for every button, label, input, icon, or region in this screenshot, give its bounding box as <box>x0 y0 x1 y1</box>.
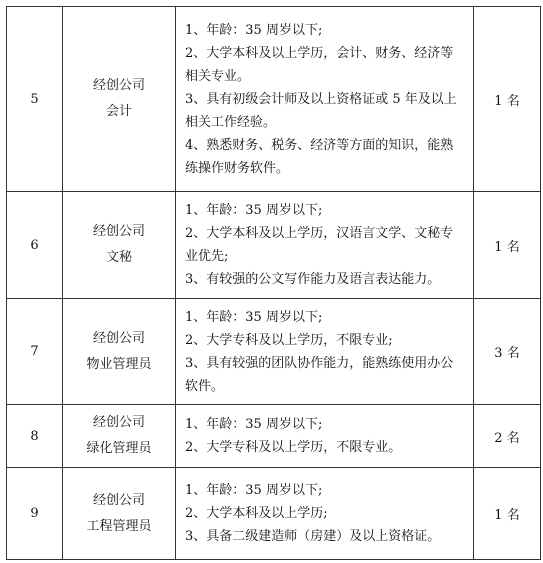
position-name: 绿化管理员 <box>86 441 152 456</box>
company-name: 经创公司 <box>92 415 145 430</box>
table-row <box>7 192 541 299</box>
requirement-line: 相关专业。 <box>185 68 251 84</box>
requirement-line: 相关工作经验。 <box>185 114 277 130</box>
requirement-line: 3、具有较强的团队协作能力，能熟练使用办公 <box>185 355 454 371</box>
requirements-cell <box>176 299 474 405</box>
requirement-line: 1、年龄：35 周岁以下; <box>185 203 323 218</box>
requirement-line: 2、大学专科及以上学历，不限专业; <box>185 332 393 348</box>
requirement-line: 3、具备二级建造师（房建）及以上资格证。 <box>185 529 441 544</box>
requirements-cell <box>176 405 474 468</box>
requirement-line: 2、大学专科及以上学历，不限专业。 <box>185 440 402 455</box>
position-name: 会计 <box>105 104 132 119</box>
requirement-line: 1、年龄：35 周岁以下; <box>185 417 323 432</box>
requirement-line: 1、年龄：35 周岁以下; <box>185 22 323 38</box>
requirements-cell <box>176 192 474 299</box>
table-row <box>7 468 541 560</box>
company-name: 经创公司 <box>92 78 145 93</box>
requirement-line: 2、大学本科及以上学历; <box>185 506 328 521</box>
position-cell <box>63 7 176 192</box>
requirements-cell <box>176 468 474 560</box>
position-cell <box>63 468 176 560</box>
headcount: 1 名 <box>474 7 541 192</box>
table-row <box>7 405 541 468</box>
table-row <box>7 7 541 192</box>
company-name: 经创公司 <box>92 330 145 346</box>
headcount: 1 名 <box>474 192 541 299</box>
position-name: 工程管理员 <box>86 518 152 534</box>
requirement-line: 3、具有初级会计师及以上资格证或 5 年及以上 <box>185 91 457 107</box>
headcount: 2 名 <box>474 405 541 468</box>
position-cell <box>63 192 176 299</box>
requirement-line: 1、年龄：35 周岁以下; <box>185 309 323 325</box>
requirement-line: 4、熟悉财务、税务、经济等方面的知识，能熟 <box>185 137 454 153</box>
requirement-line: 3、有较强的公文写作能力及语言表达能力。 <box>185 272 441 287</box>
row-number: 9 <box>7 468 63 560</box>
requirement-line: 2、大学本科及以上学历，会计、财务、经济等 <box>185 45 454 61</box>
requirement-line: 2、大学本科及以上学历，汉语言文学、文秘专 <box>185 226 454 241</box>
requirement-line: 软件。 <box>185 378 225 394</box>
job-requirements-table <box>6 6 541 560</box>
headcount: 1 名 <box>474 468 541 560</box>
row-number: 8 <box>7 405 63 468</box>
requirement-line: 业优先; <box>185 249 229 264</box>
company-name: 经创公司 <box>92 492 145 508</box>
position-cell <box>63 405 176 468</box>
company-name: 经创公司 <box>92 224 145 239</box>
position-cell <box>63 299 176 405</box>
requirement-line: 1、年龄：35 周岁以下; <box>185 483 323 498</box>
requirements-cell <box>176 7 474 192</box>
row-number: 5 <box>7 7 63 192</box>
row-number: 7 <box>7 299 63 405</box>
requirement-line: 练操作财务软件。 <box>185 160 290 176</box>
position-name: 文秘 <box>105 250 132 265</box>
table-row <box>7 299 541 405</box>
headcount: 3 名 <box>474 299 541 405</box>
row-number: 6 <box>7 192 63 299</box>
position-name: 物业管理员 <box>86 356 152 372</box>
